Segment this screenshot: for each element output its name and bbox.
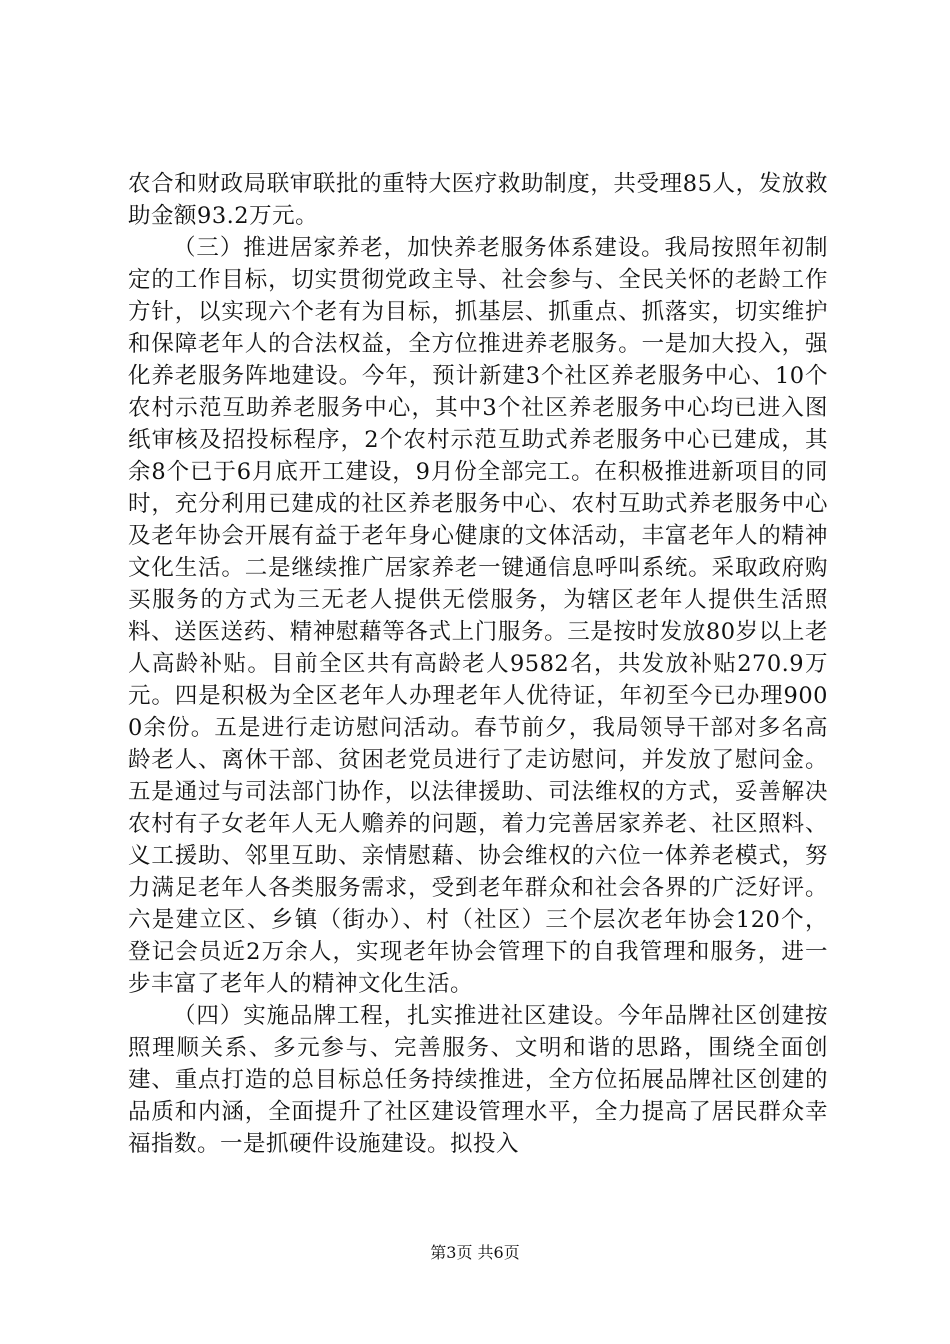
paragraph-home-elderly-care: （三）推进居家养老，加快养老服务体系建设。我局按照年初制定的工作目标，切实贯彻党政主导、社会参与、全民关怀的老龄工作方针，以实现六个老有为目标，抓基层、抓重点、抓落实，切实维护和保障老年人的合法权益，全方位推进养老服务。一是加大投入，强化养老服务阵地建设。今年，预计新建3个社区养老服务中心、10个农村示范互助养老服务中心，其中3个社区养老服务中心均已进入图纸审核及招投标程序，2个农村示范互助式养老服务中心已建成，其余8个已于6月底开工建设，9月份全部完工。在积极推进新项目的同时，充分利用已建成的社区养老服务中心、农村互助式养老服务中心及老年协会开展有益于老年身心健康的文体活动，丰富老年人的精神文化生活。二是继续推广居家养老一键通信息呼叫系统。采取政府购买服务的方式为三无老人提供无偿服务，为辖区老年人提供生活照料、送医送药、精神慰藉等各式上门服务。三是按时发放80岁以上老人高龄补贴。目前全区共有高龄老人9582名，共发放补贴270.9万元。四是积极为全区老年人办理老年人优待证，年初至今已办理9000余份。五是进行走访慰问活动。春节前夕，我局领导干部对多名高龄老人、离休干部、贫困老党员进行了走访慰问，并发放了慰问金。五是通过与司法部门协作，以法律援助、司法维权的方式，妥善解决农村有子女老年人无人赡养的问题，着力完善居家养老、社区照料、义工援助、邻里互助、亲情慰藉、协会维权的六位一体养老模式，努力满足老年人各类服务需求，受到老年群众和社会各界的广泛好评。六是建立区、乡镇（街办）、村（社区）三个层次老年协会120个，登记会员近2万余人，实现老年协会管理下的自我管理和服务，进一步丰富了老年人的精神文化生活。 [128,235,828,997]
paragraph-community-brand: （四）实施品牌工程，扎实推进社区建设。今年品牌社区创建按照理顺关系、多元参与、完善服务、文明和谐的思路，围绕全面创建、重点打造的总目标总任务持续推进，全方位拓展品牌社区创建的品质和内涵，全面提升了社区建设管理水平，全力提高了居民群众幸福指数。一是抓硬件设施建设。拟投入 [128,1003,828,1157]
page-number-footer: 第3页 共6页 [430,1243,520,1262]
paragraph-continuation: 农合和财政局联审联批的重特大医疗救助制度，共受理85人，发放救助金额93.2万元。 [128,171,828,229]
document-body [128,168,828,1160]
